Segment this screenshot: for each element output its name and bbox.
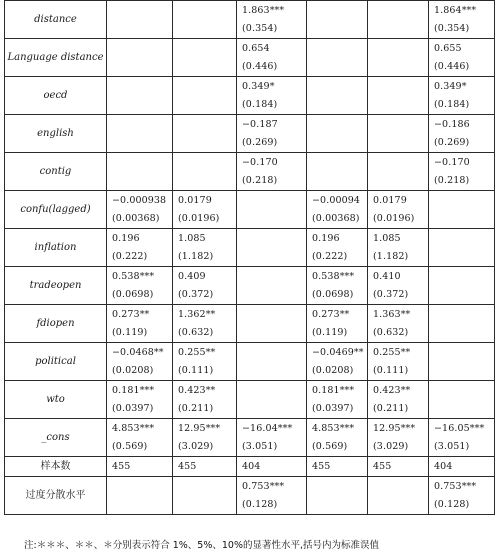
coefficient-cell: [307, 39, 368, 58]
std-error-cell: [237, 286, 307, 305]
std-error-cell: [368, 134, 429, 153]
std-error-cell: (0.218): [237, 172, 307, 191]
coefficient-cell: −0.0469**: [307, 343, 368, 362]
std-error-cell: (0.632): [173, 324, 237, 343]
std-error-cell: (0.372): [173, 286, 237, 305]
coefficient-cell: 0.655: [429, 39, 495, 58]
std-error-cell: [307, 96, 368, 115]
coefficient-cell: 0.753***: [429, 477, 495, 496]
table-row: [5, 267, 495, 286]
coefficient-cell: −0.0468**: [107, 343, 173, 362]
variable-label: 过度分散水平: [5, 477, 107, 515]
coefficient-cell: 0.410: [368, 267, 429, 286]
coefficient-cell: 0.409: [173, 267, 237, 286]
std-error-cell: [107, 496, 173, 515]
coefficient-cell: 0.273**: [107, 305, 173, 324]
std-error-cell: [429, 210, 495, 229]
coefficient-cell: [237, 267, 307, 286]
table-body: [5, 1, 495, 515]
coefficient-cell: 0.196: [107, 229, 173, 248]
coefficient-cell: 0.538***: [107, 267, 173, 286]
std-error-cell: (0.119): [107, 324, 173, 343]
std-error-cell: (0.446): [429, 58, 495, 77]
coefficient-cell: [237, 229, 307, 248]
sample-size-cell: 404: [237, 457, 307, 477]
std-error-cell: [307, 134, 368, 153]
coefficient-cell: 0.423**: [368, 381, 429, 400]
sample-size-cell: 455: [368, 457, 429, 477]
std-error-cell: [307, 20, 368, 39]
std-error-cell: [173, 20, 237, 39]
coefficient-cell: [368, 153, 429, 172]
coefficient-cell: [307, 1, 368, 20]
table-row: [5, 39, 495, 58]
variable-label: distance: [5, 1, 107, 39]
table-row: [5, 343, 495, 362]
std-error-cell: (1.182): [368, 248, 429, 267]
std-error-cell: (0.184): [429, 96, 495, 115]
coefficient-cell: 0.0179: [368, 191, 429, 210]
coefficient-cell: 0.0179: [173, 191, 237, 210]
coefficient-cell: [173, 39, 237, 58]
coefficient-cell: 0.423**: [173, 381, 237, 400]
coefficient-cell: 0.654: [237, 39, 307, 58]
std-error-cell: [429, 286, 495, 305]
coefficient-cell: [107, 1, 173, 20]
coefficient-cell: 1.362**: [173, 305, 237, 324]
coefficient-cell: [429, 191, 495, 210]
std-error-cell: [173, 96, 237, 115]
variable-label: 样本数: [5, 457, 107, 477]
std-error-cell: (0.222): [307, 248, 368, 267]
std-error-cell: (0.0397): [307, 400, 368, 419]
std-error-cell: (1.182): [173, 248, 237, 267]
coefficient-cell: 0.349*: [237, 77, 307, 96]
coefficient-cell: [107, 77, 173, 96]
coefficient-cell: 1.864***: [429, 1, 495, 20]
table-row: [5, 381, 495, 400]
coefficient-cell: [107, 153, 173, 172]
std-error-cell: (0.0397): [107, 400, 173, 419]
std-error-cell: (0.0196): [173, 210, 237, 229]
std-error-cell: (0.111): [368, 362, 429, 381]
std-error-cell: (0.00368): [307, 210, 368, 229]
coefficient-cell: [107, 39, 173, 58]
std-error-cell: (3.029): [173, 438, 237, 457]
coefficient-cell: [368, 1, 429, 20]
std-error-cell: (0.569): [107, 438, 173, 457]
variable-label: tradeopen: [5, 267, 107, 305]
coefficient-cell: [368, 77, 429, 96]
std-error-cell: [429, 248, 495, 267]
coefficient-cell: 12.95***: [368, 419, 429, 438]
coefficient-cell: [237, 343, 307, 362]
coefficient-cell: [368, 39, 429, 58]
std-error-cell: [368, 172, 429, 191]
table-row: [5, 115, 495, 134]
table-row: [5, 229, 495, 248]
std-error-cell: (0.184): [237, 96, 307, 115]
coefficient-cell: [173, 153, 237, 172]
coefficient-cell: 0.181***: [107, 381, 173, 400]
table-row: [5, 153, 495, 172]
coefficient-cell: [307, 115, 368, 134]
std-error-cell: [173, 134, 237, 153]
std-error-cell: (0.632): [368, 324, 429, 343]
variable-label: oecd: [5, 77, 107, 115]
coefficient-cell: [307, 477, 368, 496]
coefficient-cell: −16.04***: [237, 419, 307, 438]
table-row: [5, 1, 495, 20]
table-row: [5, 419, 495, 438]
std-error-cell: [307, 58, 368, 77]
table-row: [5, 191, 495, 210]
std-error-cell: [237, 248, 307, 267]
std-error-cell: (0.222): [107, 248, 173, 267]
coefficient-cell: [237, 191, 307, 210]
std-error-cell: (0.218): [429, 172, 495, 191]
std-error-cell: (0.128): [237, 496, 307, 515]
coefficient-cell: [237, 381, 307, 400]
sample-size-cell: 455: [173, 457, 237, 477]
coefficient-cell: [107, 477, 173, 496]
std-error-cell: (0.269): [429, 134, 495, 153]
std-error-cell: [173, 496, 237, 515]
coefficient-cell: [429, 381, 495, 400]
std-error-cell: [237, 400, 307, 419]
std-error-cell: (3.029): [368, 438, 429, 457]
coefficient-cell: −0.000938: [107, 191, 173, 210]
std-error-cell: [107, 134, 173, 153]
coefficient-cell: 0.255**: [173, 343, 237, 362]
sample-size-cell: 404: [429, 457, 495, 477]
std-error-cell: [307, 496, 368, 515]
table-row: [5, 305, 495, 324]
std-error-cell: (3.051): [429, 438, 495, 457]
coefficient-cell: [429, 267, 495, 286]
coefficient-cell: 4.853***: [307, 419, 368, 438]
coefficient-cell: 0.753***: [237, 477, 307, 496]
std-error-cell: [107, 96, 173, 115]
coefficient-cell: 0.349*: [429, 77, 495, 96]
coefficient-cell: [368, 115, 429, 134]
std-error-cell: [307, 172, 368, 191]
coefficient-cell: 0.273**: [307, 305, 368, 324]
std-error-cell: (0.372): [368, 286, 429, 305]
coefficient-cell: [237, 305, 307, 324]
std-error-cell: (0.446): [237, 58, 307, 77]
coefficient-cell: [307, 77, 368, 96]
std-error-cell: (0.128): [429, 496, 495, 515]
coefficient-cell: −0.00094: [307, 191, 368, 210]
std-error-cell: (0.569): [307, 438, 368, 457]
coefficient-cell: [429, 305, 495, 324]
std-error-cell: (0.269): [237, 134, 307, 153]
std-error-cell: [368, 496, 429, 515]
std-error-cell: (0.0208): [107, 362, 173, 381]
std-error-cell: [368, 20, 429, 39]
coefficient-cell: 0.181***: [307, 381, 368, 400]
std-error-cell: [173, 58, 237, 77]
variable-label: fdiopen: [5, 305, 107, 343]
std-error-cell: [107, 172, 173, 191]
coefficient-cell: 1.085: [368, 229, 429, 248]
coefficient-cell: 1.863***: [237, 1, 307, 20]
coefficient-cell: 1.085: [173, 229, 237, 248]
variable-label: political: [5, 343, 107, 381]
coefficient-cell: [173, 77, 237, 96]
std-error-cell: [237, 210, 307, 229]
coefficient-cell: 0.196: [307, 229, 368, 248]
coefficient-cell: −0.170: [429, 153, 495, 172]
coefficient-cell: 0.538***: [307, 267, 368, 286]
coefficient-cell: −0.170: [237, 153, 307, 172]
variable-label: wto: [5, 381, 107, 419]
std-error-cell: [173, 172, 237, 191]
variable-label: Language distance: [5, 39, 107, 77]
coefficient-cell: 0.255**: [368, 343, 429, 362]
std-error-cell: (0.211): [368, 400, 429, 419]
table-row: [5, 457, 495, 477]
std-error-cell: (0.119): [307, 324, 368, 343]
std-error-cell: (0.0208): [307, 362, 368, 381]
std-error-cell: (0.211): [173, 400, 237, 419]
std-error-cell: (0.111): [173, 362, 237, 381]
coefficient-cell: −0.187: [237, 115, 307, 134]
std-error-cell: (0.0698): [107, 286, 173, 305]
regression-table: [4, 0, 495, 515]
std-error-cell: (0.354): [237, 20, 307, 39]
sample-size-cell: 455: [307, 457, 368, 477]
table-row: [5, 77, 495, 96]
std-error-cell: [237, 362, 307, 381]
variable-label: _cons: [5, 419, 107, 457]
variable-label: english: [5, 115, 107, 153]
std-error-cell: (0.354): [429, 20, 495, 39]
std-error-cell: [107, 20, 173, 39]
std-error-cell: (0.00368): [107, 210, 173, 229]
variable-label: contig: [5, 153, 107, 191]
std-error-cell: [368, 58, 429, 77]
variable-label: confu(lagged): [5, 191, 107, 229]
sample-size-cell: 455: [107, 457, 173, 477]
std-error-cell: [237, 324, 307, 343]
coefficient-cell: [429, 229, 495, 248]
coefficient-cell: [173, 115, 237, 134]
std-error-cell: (3.051): [237, 438, 307, 457]
std-error-cell: [429, 400, 495, 419]
coefficient-cell: [173, 1, 237, 20]
std-error-cell: [107, 58, 173, 77]
coefficient-cell: −0.186: [429, 115, 495, 134]
coefficient-cell: 1.363**: [368, 305, 429, 324]
std-error-cell: [429, 362, 495, 381]
coefficient-cell: [307, 153, 368, 172]
coefficient-cell: [368, 477, 429, 496]
table-note: 注:＊＊＊、＊＊、＊分别表示符合 1%、5%、10%的显著性水平,括号内为标准误值: [24, 540, 379, 551]
coefficient-cell: 12.95***: [173, 419, 237, 438]
coefficient-cell: [173, 477, 237, 496]
coefficient-cell: 4.853***: [107, 419, 173, 438]
coefficient-cell: [107, 115, 173, 134]
std-error-cell: (0.0698): [307, 286, 368, 305]
coefficient-cell: −16.05***: [429, 419, 495, 438]
std-error-cell: (0.0196): [368, 210, 429, 229]
coefficient-cell: [429, 343, 495, 362]
variable-label: inflation: [5, 229, 107, 267]
std-error-cell: [429, 324, 495, 343]
std-error-cell: [368, 96, 429, 115]
table-row: [5, 477, 495, 496]
